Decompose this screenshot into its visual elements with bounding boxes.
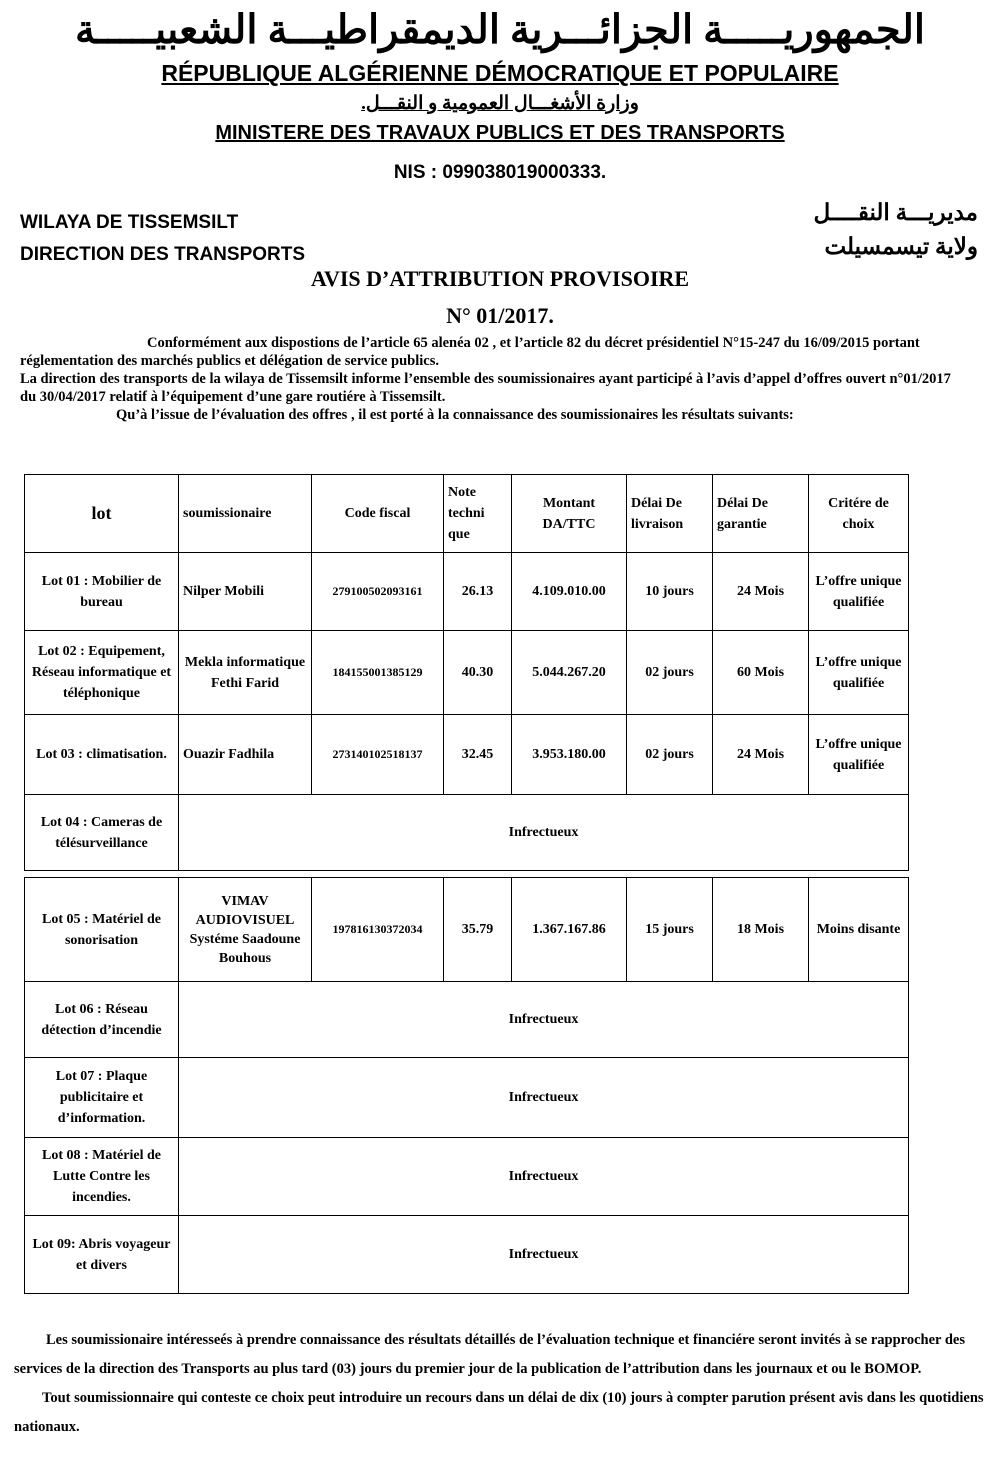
results-table bbox=[24, 474, 909, 1294]
document-number: N° 01/2017. bbox=[446, 303, 554, 328]
lot-cell: Lot 07 : Plaque publicitaire et d’information. bbox=[25, 1058, 179, 1138]
garantie-cell: 60 Mois bbox=[713, 631, 809, 715]
intro-paragraph-results: Qu’à l’issue de l’évaluation des offres , il est porté à la connaissance des soumissionaires les résultats suivants: bbox=[116, 407, 794, 423]
note-cell: 32.45 bbox=[444, 715, 512, 795]
soumissionaire-cell: Ouazir Fadhila bbox=[179, 715, 312, 795]
table-header-row bbox=[25, 475, 909, 553]
header-delai-livraison: Délai De livraison bbox=[627, 475, 713, 553]
lot-cell: Lot 02 : Equipement, Réseau informatique et téléphonique bbox=[25, 631, 179, 715]
lot-cell: Lot 04 : Cameras de télésurveillance bbox=[25, 795, 179, 871]
intro-text bbox=[20, 334, 960, 424]
code-fiscal-cell: 184155001385129 bbox=[312, 631, 444, 715]
header-lot: lot bbox=[25, 475, 179, 553]
intro-paragraph-legal: Conformément aux dispostions de l’article 65 alenéa 02 , et l’article 82 du décret présidentiel N°15-247 du 16/09/2015 portant réglementation des marchés publics et délégation de service publics. bbox=[20, 335, 920, 369]
table-row bbox=[25, 795, 909, 871]
table-row bbox=[25, 1138, 909, 1216]
note-cell: 40.30 bbox=[444, 631, 512, 715]
footer-paragraph-recourse: Tout soumissionnaire qui conteste ce choix peut introduire un recours dans un délai de dix (10) jours à compter parution présent avis dans les quotidiens nationaux. bbox=[14, 1390, 984, 1435]
french-ministry-heading: MINISTERE DES TRAVAUX PUBLICS ET DES TRANSPORTS bbox=[215, 122, 785, 144]
status-cell: Infrectueux bbox=[179, 1138, 909, 1216]
issuer-block bbox=[20, 207, 305, 271]
critere-cell: L’offre unique qualifiée bbox=[809, 631, 909, 715]
note-cell: 26.13 bbox=[444, 553, 512, 631]
footer-text bbox=[14, 1326, 984, 1442]
code-fiscal-cell: 273140102518137 bbox=[312, 715, 444, 795]
montant-cell: 3.953.180.00 bbox=[512, 715, 627, 795]
lot-cell: Lot 09: Abris voyageur et divers bbox=[25, 1216, 179, 1294]
header-soumissionaire: soumissionaire bbox=[179, 475, 312, 553]
critere-cell: Moins disante bbox=[809, 878, 909, 982]
arabic-republic-heading: الجمهوريـــــة الجزائـــرية الديمقراطيـــة الشعبيـــــة bbox=[74, 7, 926, 52]
table-row bbox=[25, 1216, 909, 1294]
garantie-cell: 24 Mois bbox=[713, 553, 809, 631]
lot-cell: Lot 01 : Mobilier de bureau bbox=[25, 553, 179, 631]
code-fiscal-cell: 197816130372034 bbox=[312, 878, 444, 982]
header-delai-garantie: Délai De garantie bbox=[713, 475, 809, 553]
status-cell: Infrectueux bbox=[179, 795, 909, 871]
arabic-ministry-heading: وزارة الأشغـــال العمومية و النقـــل. bbox=[361, 93, 639, 114]
table-row bbox=[25, 878, 909, 982]
arabic-issuer-block bbox=[813, 196, 978, 264]
lot-cell: Lot 06 : Réseau détection d’incendie bbox=[25, 982, 179, 1058]
arabic-direction-name: مديريـــة النقــــل bbox=[813, 200, 978, 225]
lot-cell: Lot 05 : Matériel de sonorisation bbox=[25, 878, 179, 982]
intro-paragraph-direction: La direction des transports de la wilaya de Tissemsilt informe l’ensemble des soumissionaires ayant participé à l’avis d’appel d’offres ouvert n°01/2017 du 30/04/2017 relatif à l’équipement d’une gare routiére à Tissemsilt. bbox=[20, 371, 951, 405]
lot-cell: Lot 08 : Matériel de Lutte Contre les incendies. bbox=[25, 1138, 179, 1216]
direction-name: DIRECTION DES TRANSPORTS bbox=[20, 244, 306, 265]
table-row bbox=[25, 631, 909, 715]
table-gap bbox=[25, 871, 909, 878]
lot-cell: Lot 03 : climatisation. bbox=[25, 715, 179, 795]
montant-cell: 4.109.010.00 bbox=[512, 553, 627, 631]
table-row bbox=[25, 553, 909, 631]
livraison-cell: 02 jours bbox=[627, 715, 713, 795]
soumissionaire-cell: Nilper Mobili bbox=[179, 553, 312, 631]
nis-number: NIS : 099038019000333. bbox=[393, 162, 607, 183]
livraison-cell: 02 jours bbox=[627, 631, 713, 715]
soumissionaire-cell: VIMAV AUDIOVISUEL Systéme Saadoune Bouhous bbox=[179, 878, 312, 982]
wilaya-name: WILAYA DE TISSEMSILT bbox=[20, 212, 239, 233]
montant-cell: 1.367.167.86 bbox=[512, 878, 627, 982]
status-cell: Infrectueux bbox=[179, 1058, 909, 1138]
footer-paragraph-results: Les soumissionaire intéresseés à prendre connaissance des résultats détaillés de l’évaluation technique et financiére seront invités à se rapprocher des services de la direction des Transports au plus tard (03) jours du premier jour de la publication de l’attribution dans les journaux et ou le BOMOP. bbox=[14, 1332, 965, 1377]
code-fiscal-cell: 279100502093161 bbox=[312, 553, 444, 631]
header-note-technique: Note techni que bbox=[444, 475, 512, 553]
critere-cell: L’offre unique qualifiée bbox=[809, 715, 909, 795]
critere-cell: L’offre unique qualifiée bbox=[809, 553, 909, 631]
montant-cell: 5.044.267.20 bbox=[512, 631, 627, 715]
status-cell: Infrectueux bbox=[179, 982, 909, 1058]
header-montant: Montant DA/TTC bbox=[512, 475, 627, 553]
document-title: AVIS D’ATTRIBUTION PROVISOIRE bbox=[310, 266, 690, 291]
status-cell: Infrectueux bbox=[179, 1216, 909, 1294]
garantie-cell: 24 Mois bbox=[713, 715, 809, 795]
note-cell: 35.79 bbox=[444, 878, 512, 982]
table-row bbox=[25, 1058, 909, 1138]
table-row bbox=[25, 982, 909, 1058]
header-critere: Critére de choix bbox=[809, 475, 909, 553]
livraison-cell: 10 jours bbox=[627, 553, 713, 631]
soumissionaire-cell: Mekla informatique Fethi Farid bbox=[179, 631, 312, 715]
header-code-fiscal: Code fiscal bbox=[312, 475, 444, 553]
livraison-cell: 15 jours bbox=[627, 878, 713, 982]
garantie-cell: 18 Mois bbox=[713, 878, 809, 982]
arabic-wilaya-name: ولاية تيسمسيلت bbox=[824, 234, 978, 259]
table-row bbox=[25, 715, 909, 795]
french-republic-heading: RÉPUBLIQUE ALGÉRIENNE DÉMOCRATIQUE ET POPULAIRE bbox=[161, 60, 839, 86]
